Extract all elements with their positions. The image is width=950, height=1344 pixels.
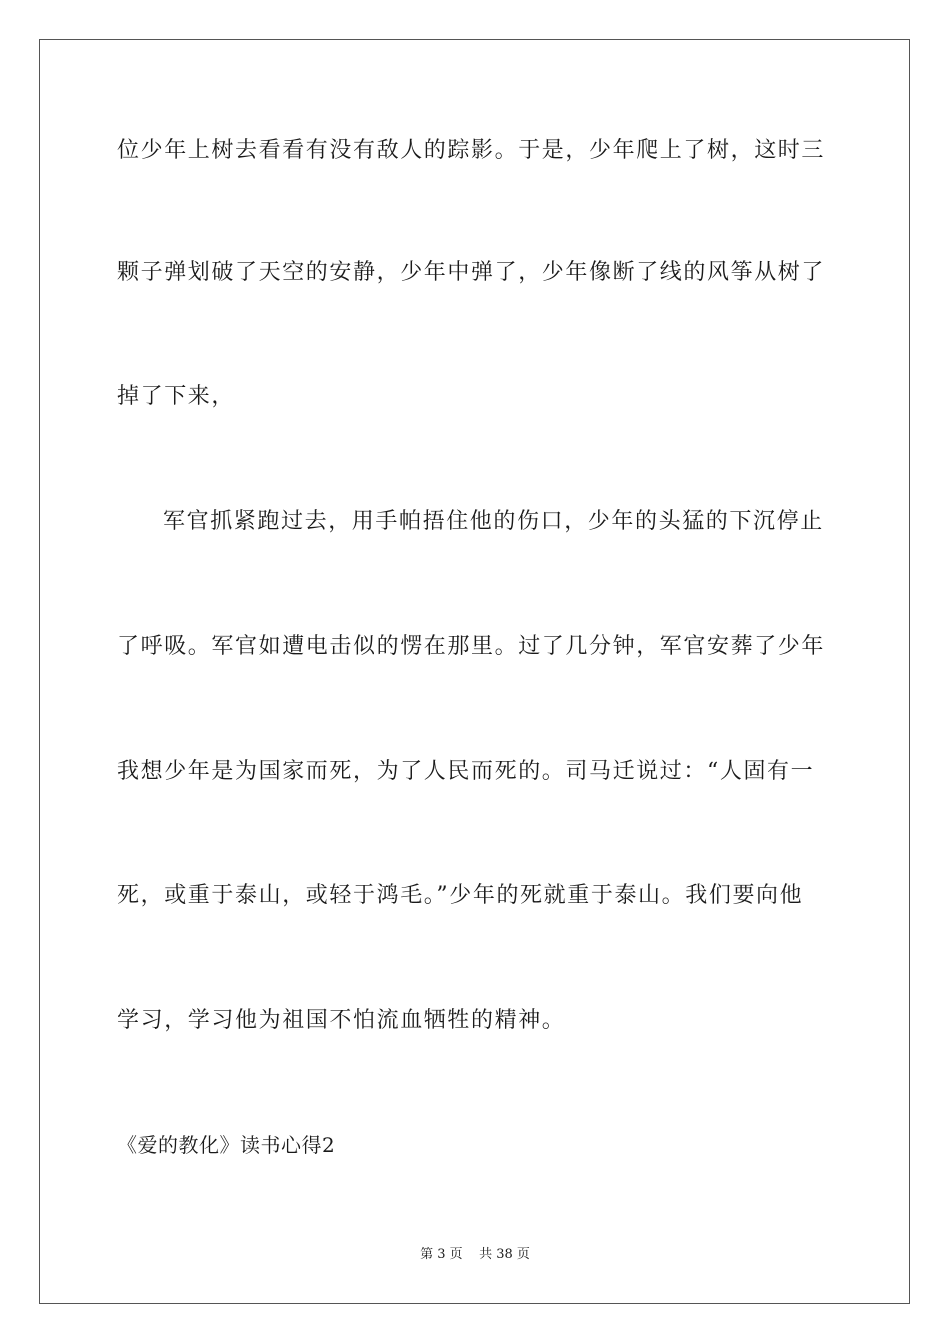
text-line: 位少年上树去看看有没有敌人的踪影。于是，少年爬上了树，这时三 [117, 138, 826, 163]
text-line: 颗子弹划破了天空的安静，少年中弹了，少年像断了线的风筝从树了 [117, 260, 826, 285]
section-heading: 《爱的教化》读书心得2 [117, 1133, 336, 1157]
text-line: 学习，学习他为祖国不怕流血牺牲的精神。 [117, 1008, 566, 1033]
page-number-footer: 第 3 页 共 38 页 [420, 1247, 530, 1262]
text-line: 死，或重于泰山，或轻于鸿毛。”少年的死就重于泰山。我们要向他 [117, 883, 804, 908]
page-frame [39, 39, 910, 1304]
text-line: 我想少年是为国家而死，为了人民而死的。司马迁说过：“人固有一 [117, 759, 815, 784]
text-line: 了呼吸。军官如遭电击似的愣在那里。过了几分钟，军官安葬了少年 [117, 634, 826, 659]
text-line: 军官抓紧跑过去，用手帕捂住他的伤口，少年的头猛的下沉停止 [163, 509, 824, 534]
text-line: 掉了下来， [117, 384, 236, 409]
